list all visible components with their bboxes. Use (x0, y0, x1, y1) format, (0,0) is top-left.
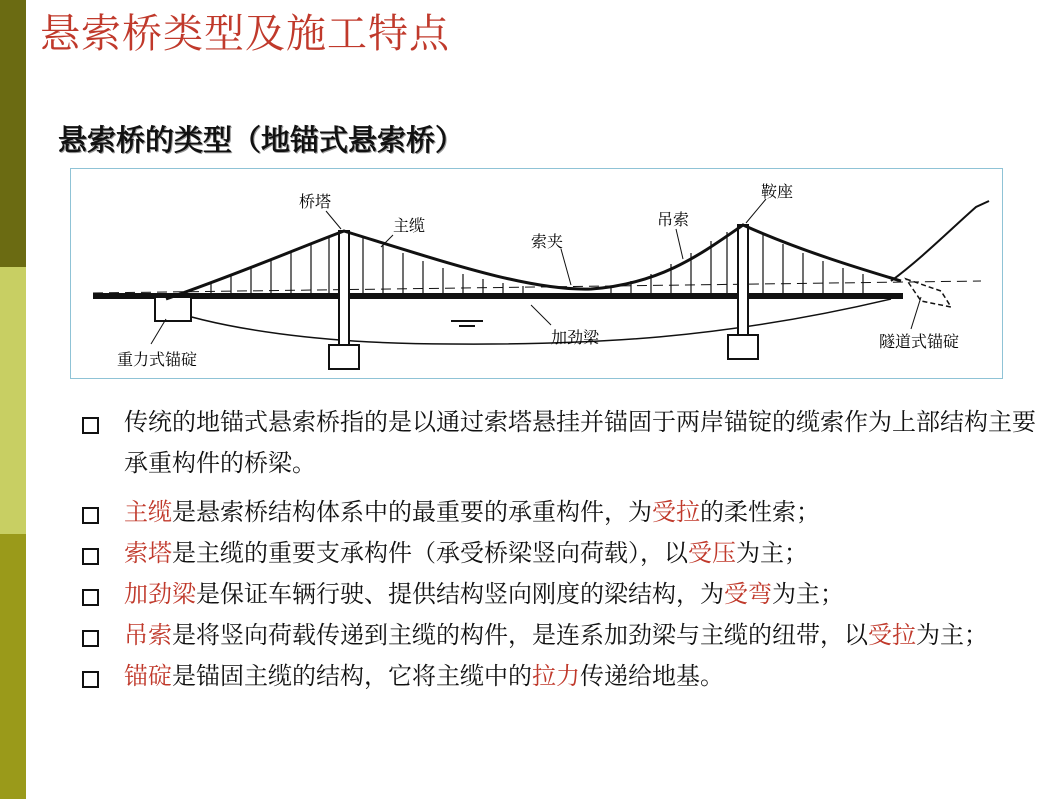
label-tower: 桥塔 (299, 192, 332, 211)
term-stiffening-girder: 加劲梁 (124, 580, 196, 608)
label-tunnel-anchor: 隧道式锚碇 (879, 332, 960, 351)
bullet-square-icon (82, 671, 99, 688)
bullet-square-icon (82, 548, 99, 565)
label-main-cable: 主缆 (393, 216, 426, 235)
right-tower (738, 225, 748, 337)
label-stiffening-girder: 加劲梁 (551, 328, 600, 347)
bullet-text: 是主缆的重要支承构件（承受桥梁竖向荷载），以 (172, 539, 688, 567)
bullet-text: 是将竖向荷载传递到主缆的构件，是连系加劲梁与主缆的纽带，以 (172, 621, 868, 649)
bullet-anchorage (80, 656, 1040, 697)
tunnel-anchor (906, 279, 951, 307)
right-tower-foundation (728, 335, 758, 359)
leader-lines (151, 199, 921, 344)
ground-line (159, 299, 891, 344)
bullet-intro (80, 402, 1040, 484)
slide-title: 悬索桥类型及施工特点 (40, 11, 450, 57)
term-tensile-force: 拉力 (532, 662, 580, 690)
label-saddle: 鞍座 (761, 182, 794, 201)
term-tower: 索塔 (124, 539, 172, 567)
left-accent-bar-bottom (0, 534, 26, 799)
label-gravity-anchor: 重力式锚碇 (117, 350, 198, 369)
bullet-text: 是保证车辆行驶、提供结构竖向刚度的梁结构，为 (196, 580, 724, 608)
stiffening-girder (93, 293, 903, 299)
left-accent-bar-top (0, 0, 26, 267)
bullet-main-cable (80, 492, 1040, 533)
left-accent-bar-middle (0, 267, 26, 534)
bullet-text: 为主； (916, 621, 988, 649)
term-bending: 受弯 (724, 580, 772, 608)
term-anchorage: 锚碇 (124, 662, 172, 690)
term-tension: 受拉 (868, 621, 916, 649)
bullet-text: 是锚固主缆的结构，它将主缆中的 (172, 662, 532, 690)
bullet-text: 是悬索桥结构体系中的最重要的承重构件，为 (172, 498, 652, 526)
deck-axis (93, 281, 981, 293)
bullet-tower (80, 533, 1040, 574)
water-mark (451, 321, 483, 326)
bullet-text: 为主； (772, 580, 844, 608)
bullet-hanger (80, 615, 1040, 656)
term-tension: 受拉 (652, 498, 700, 526)
bullet-square-icon (82, 589, 99, 606)
bullet-stiffening-girder (80, 574, 1040, 615)
gravity-anchor-block (155, 297, 191, 321)
bullet-square-icon (82, 630, 99, 647)
bullet-square-icon (82, 417, 99, 434)
section-subtitle: 悬索桥的类型（地锚式悬索桥） (58, 123, 465, 157)
bridge-drawing (71, 169, 1002, 378)
label-hanger: 吊索 (657, 210, 690, 229)
left-tower-foundation (329, 345, 359, 369)
term-hanger: 吊索 (124, 621, 172, 649)
bullet-text: 为主； (736, 539, 808, 567)
bridge-diagram (70, 168, 1003, 379)
bullet-text: 传统的地锚式悬索桥指的是以通过索塔悬挂并锚固于两岸锚锭的缆索作为上部结构主要承重构件的桥梁。 (124, 408, 1036, 477)
bullet-text: 的柔性索； (700, 498, 820, 526)
bullet-square-icon (82, 507, 99, 524)
term-main-cable: 主缆 (124, 498, 172, 526)
term-compression: 受压 (688, 539, 736, 567)
right-hillside (891, 201, 989, 281)
bullet-text: 传递给地基。 (580, 662, 724, 690)
bullet-list (80, 402, 1040, 697)
label-cable-clamp: 索夹 (531, 232, 564, 251)
left-tower (339, 231, 349, 347)
